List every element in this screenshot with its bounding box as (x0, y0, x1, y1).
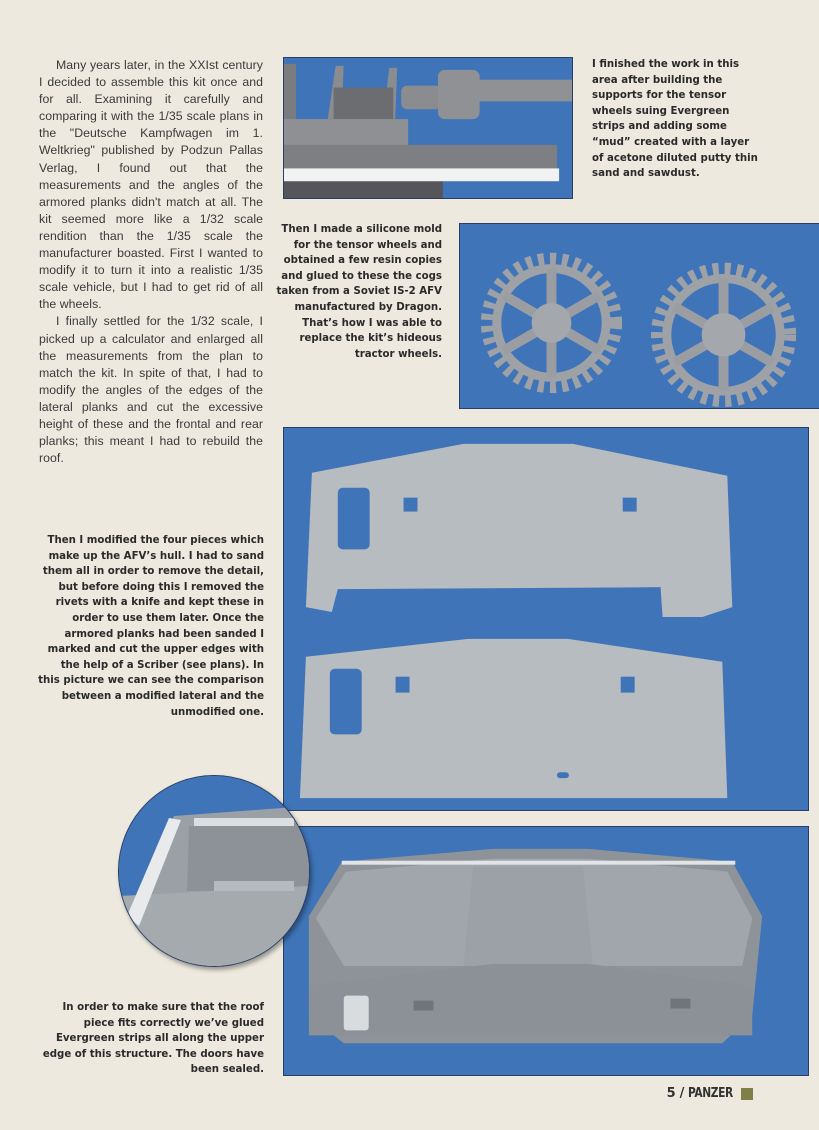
page-number: 5 (666, 1086, 676, 1101)
photo-hull-interior (283, 826, 809, 1076)
caption-roof-fit: In order to make sure that the roof piece fits correctly we’ve glued Evergreen strips all along the upper edge of this structure. The doors have been sealed. (42, 1002, 264, 1076)
photo-inset-detail (118, 775, 310, 967)
caption-silicone-mold: Then I made a silicone mold for the tensor wheels and obtained a few resin copies and glued to these the cogs taken from a Soviet IS-2 AFV manufactured by Dragon. That’s how I was able to replace the kit’s hideous tractor wheels. (276, 224, 442, 360)
caption-tensor-supports: I finished the work in this area after building the supports for the tensor wheels suing Evergreen strips and adding some “mud” created with a layer of acetone diluted putty thin sand and sawdust. (592, 59, 758, 180)
article-body (39, 57, 263, 467)
caption-hull-pieces: Then I modified the four pieces which make up the AFV’s hull. I had to sand them all in order to remove the detail, but before doing this I removed the rivets with a knife and kept these in order to use them later. Once the armored planks had been sanded I marked and cut the upper edges with the help of a Scriber (see plans). In this picture we can see the comparison between a modified lateral and the unmodified one. (38, 535, 264, 718)
photo-tensor-supports (283, 57, 573, 199)
hull-panels-image (284, 428, 808, 810)
folio-separator: / (679, 1086, 685, 1101)
article-paragraph: Many years later, in the XXIst century I decided to assemble this kit once and for all. Examining it carefully and comparing it with the 1/35 scale plans in the "Deutsche Kampfwagen im 1. Weltkrieg" published by Podzun Pallas Verlag, I found out that the measurements and the angles of the armored planks didn't match at all. The kit seemed more like a 1/32 scale rendition than the 1/35 scale the manufacturer boasted. First I wanted to modify it to turn it into a realistic 1/35 scale vehicle, but I had to get rid of all the wheels. (39, 58, 263, 312)
photo-resin-wheels (459, 223, 819, 409)
hull-interior-image (284, 827, 808, 1075)
resin-wheels-image (460, 224, 819, 408)
article-paragraph: I finally settled for the 1/32 scale, I picked up a calculator and enlarged all the measurements from the plan to match the kit. In spite of that, I had to modify the angles of the edges of the lateral planks and cut the excessive height of these and the frontal and rear planks; this meant I had to rebuild the roof. (39, 314, 263, 466)
inset-detail-image (119, 776, 309, 966)
photo-hull-panels (283, 427, 809, 811)
page-folio (667, 1086, 753, 1101)
accent-square-icon (741, 1088, 753, 1100)
magazine-logo: PANZER (688, 1086, 734, 1101)
tensor-supports-image (284, 58, 572, 198)
